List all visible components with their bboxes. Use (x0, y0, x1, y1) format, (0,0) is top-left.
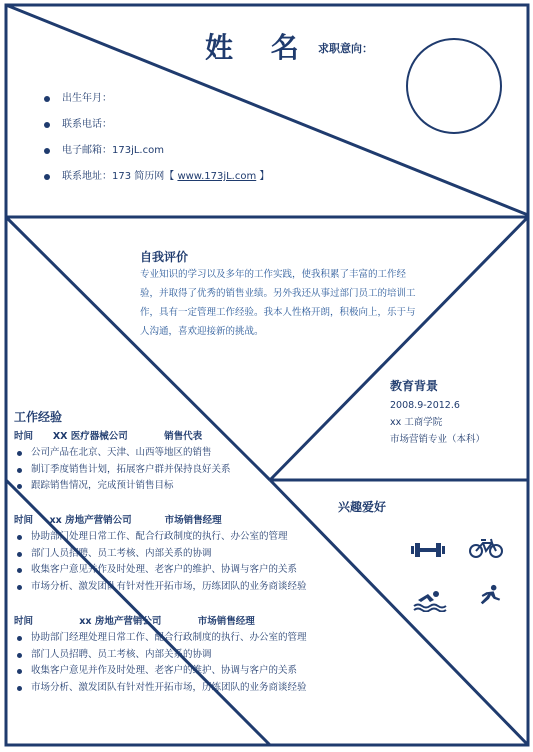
self-eval-title: 自我评价 (140, 250, 189, 264)
job-3 (14, 613, 307, 696)
contact-phone: 联系电话： (44, 116, 269, 142)
work-title: 工作经验 (14, 410, 63, 424)
hobby-diagonal (270, 480, 528, 745)
skating-icon (472, 584, 508, 608)
swimming-icon (412, 588, 448, 612)
dumbbell-icon (410, 538, 446, 562)
education-title: 教育背景 (390, 379, 439, 393)
job-2-item: 协助部门处理日常工作、配合行政制度的执行、办公室的管理 (14, 529, 307, 546)
job-2-item: 收集客户意见并作及时处理、老客户的维护、协调与客户的关系 (14, 562, 307, 579)
job-3-item: 部门人员招聘、员工考核、内部关系的协调 (14, 647, 307, 664)
website-link[interactable]: www.173jL.com (177, 171, 257, 182)
job-3-item: 市场分析、激发团队有针对性开拓市场，历练团队的业务商谈经验 (14, 680, 307, 697)
self-eval-body: 专业知识的学习以及多年的工作实践，使我积累了丰富的工作经验，并取得了优秀的销售业绩。另外我还从事过部门员工的培训工作，具有一定管理工作经验。我本人性格开朗，积极向上，乐于与人沟通，喜欢迎接新的挑战。 (140, 269, 416, 337)
contact-birth: 出生年月： (44, 90, 269, 116)
job-1-item: 制订季度销售计划，拓展客户群并保持良好关系 (14, 462, 231, 479)
job-3-item: 收集客户意见并作及时处理、老客户的维护、协调与客户的关系 (14, 663, 307, 680)
job-1-header: 时间 XX 医疗器械公司 销售代表 (14, 431, 203, 442)
job-1-item: 公司产品在北京、天津、山西等地区的销售 (14, 445, 231, 462)
contact-list (44, 90, 269, 194)
job-3-header: 时间 xx 房地产营销公司 市场销售经理 (14, 616, 255, 627)
job-3-item: 协助部门经理处理日常工作、配合行政制度的执行、办公室的管理 (14, 630, 307, 647)
bicycle-icon (468, 536, 504, 560)
job-intent-label: 求职意向： (318, 42, 373, 55)
hobby-title: 兴趣爱好 (338, 500, 387, 514)
photo-placeholder (406, 38, 502, 134)
candidate-name: 姓 名 (205, 31, 313, 64)
job-2 (14, 512, 307, 595)
education-section (390, 378, 485, 448)
job-2-item: 市场分析、激发团队有针对性开拓市场，历练团队的业务商谈经验 (14, 579, 307, 596)
education-major: 市场营销专业（本科） (390, 434, 486, 445)
job-2-item: 部门人员招聘、员工考核、内部关系的协调 (14, 546, 307, 563)
education-period: 2008.9-2012.6 (390, 400, 460, 411)
job-2-header: 时间 xx 房地产营销公司 市场销售经理 (14, 515, 222, 526)
education-school: xx 工商学院 (390, 417, 443, 428)
job-1 (14, 428, 231, 495)
job-1-item: 跟踪销售情况，完成预计销售目标 (14, 478, 231, 495)
contact-email: 电子邮箱：173jL.com (44, 142, 269, 168)
contact-address: 联系地址：173 简历网【 www.173jL.com 】 (44, 168, 269, 194)
